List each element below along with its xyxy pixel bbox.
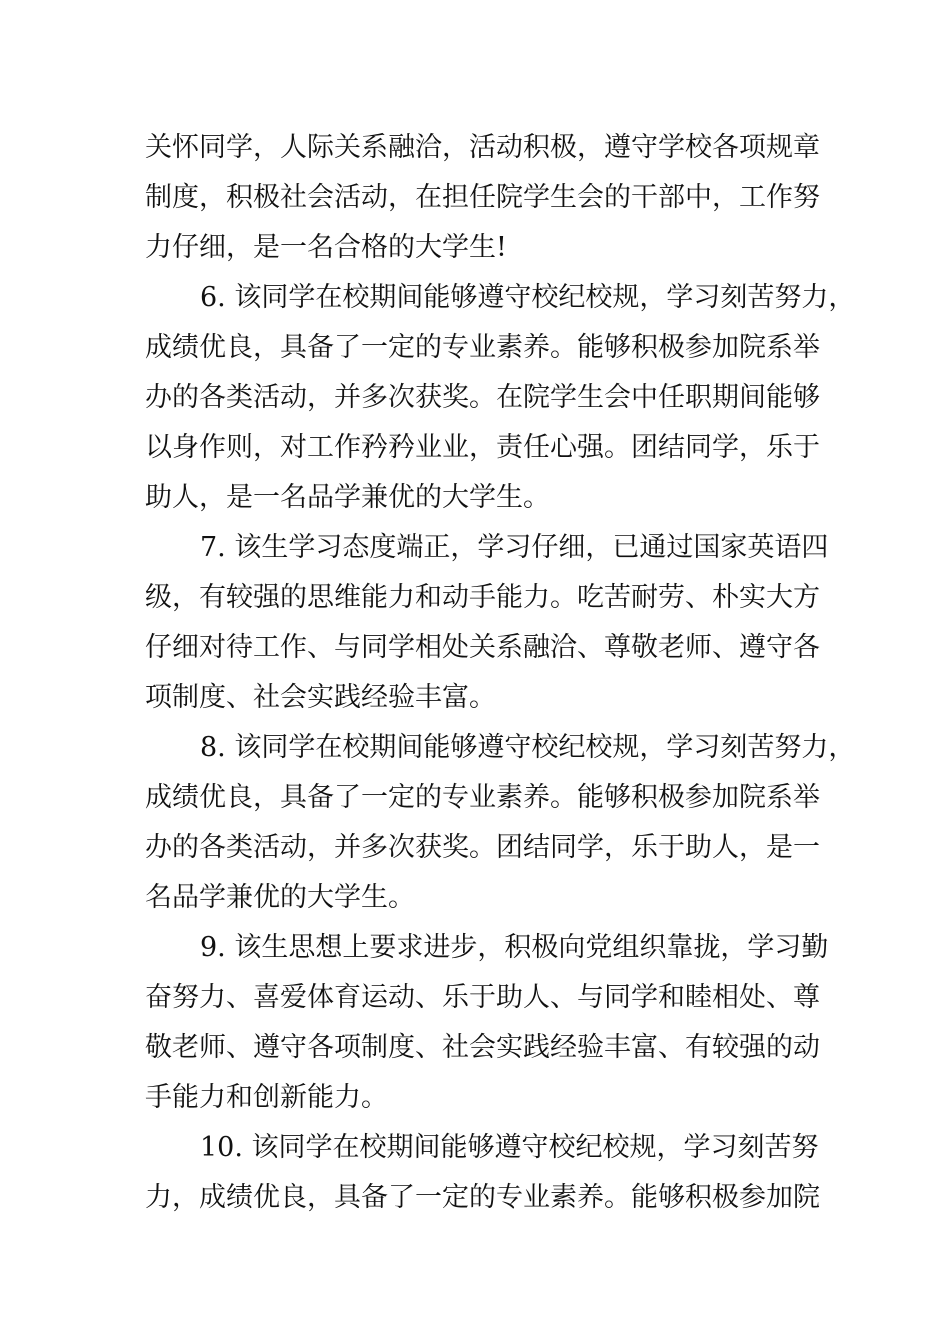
text-line: 制度，积极社会活动，在担任院学生会的干部中，工作努 [145,182,820,213]
text-line: 办的各类活动，并多次获奖。在院学生会中任职期间能够 [145,382,820,413]
text-line: 办的各类活动，并多次获奖。团结同学，乐于助人，是一 [145,832,820,863]
list-item-7-start: 7. 该生学习态度端正，学习仔细，已通过国家英语四 [200,532,829,563]
list-item-6-start: 6. 该同学在校期间能够遵守校纪校规，学习刻苦努力， [200,282,856,313]
text-line: 成绩优良，具备了一定的专业素养。能够积极参加院系举 [145,332,820,363]
text-line: 力仔细，是一名合格的大学生! [145,232,507,263]
list-item-10-start: 10. 该同学在校期间能够遵守校纪校规，学习刻苦努 [200,1132,819,1163]
text-line: 成绩优良，具备了一定的专业素养。能够积极参加院系举 [145,782,820,813]
text-line: 力，成绩优良，具备了一定的专业素养。能够积极参加院 [145,1182,820,1213]
text-line: 以身作则，对工作矜矜业业，责任心强。团结同学，乐于 [145,432,820,463]
text-line: 仔细对待工作、与同学相处关系融洽、尊敬老师、遵守各 [145,632,820,663]
list-item-8-start: 8. 该同学在校期间能够遵守校纪校规，学习刻苦努力， [200,732,856,763]
list-item-9-start: 9. 该生思想上要求进步，积极向党组织靠拢，学习勤 [200,932,829,963]
text-line: 关怀同学，人际关系融洽，活动积极，遵守学校各项规章 [145,132,820,163]
text-line: 奋努力、喜爱体育运动、乐于助人、与同学和睦相处、尊 [145,982,820,1013]
text-line: 助人，是一名品学兼优的大学生。 [145,482,550,513]
text-line: 手能力和创新能力。 [145,1082,388,1113]
text-line: 敬老师、遵守各项制度、社会实践经验丰富、有较强的动 [145,1032,820,1063]
text-line: 项制度、社会实践经验丰富。 [145,682,496,713]
text-line: 级，有较强的思维能力和动手能力。吃苦耐劳、朴实大方 [145,582,820,613]
text-line: 名品学兼优的大学生。 [145,882,415,913]
